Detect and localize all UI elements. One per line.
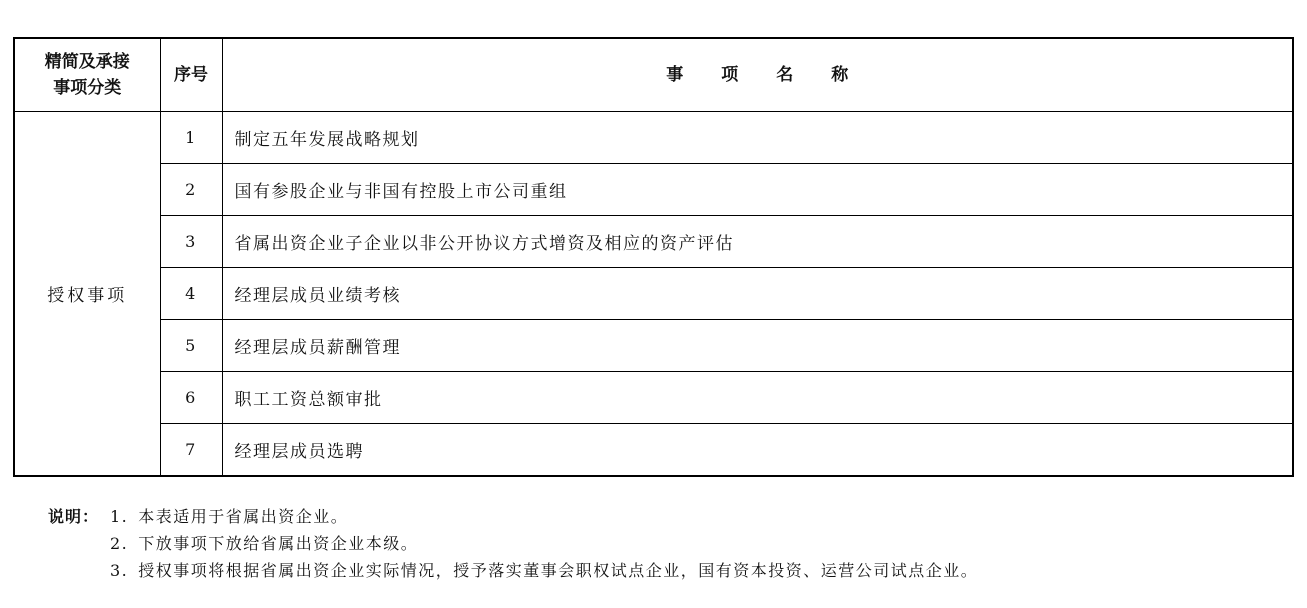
header-number: 序号 [160,38,222,112]
row-number: 4 [160,268,222,320]
row-item-name: 国有参股企业与非国有控股上市公司重组 [222,164,1293,216]
row-number: 3 [160,216,222,268]
row-number: 7 [160,424,222,477]
note-number: 1. [110,507,129,526]
header-category-line-1: 精简及承接 [44,52,130,72]
header-category [14,38,160,112]
row-number: 5 [160,320,222,372]
row-item-name: 制定五年发展战略规划 [222,112,1293,164]
row-item-name: 省属出资企业子企业以非公开协议方式增资及相应的资产评估 [222,216,1293,268]
row-number: 1 [160,112,222,164]
table-row [14,268,1293,320]
note-item [48,557,978,584]
row-item-name: 经理层成员业绩考核 [222,268,1293,320]
table-header-row [14,38,1293,112]
header-item-name: 事项名称 [222,38,1293,112]
note-item [48,503,978,530]
header-category-line-2: 事项分类 [53,78,122,98]
note-number: 3. [110,561,129,580]
note-item [48,530,978,557]
table-row [14,424,1293,477]
category-cell: 授权事项 [14,112,160,477]
row-item-name: 经理层成员薪酬管理 [222,320,1293,372]
table-row [14,320,1293,372]
row-item-name: 职工工资总额审批 [222,372,1293,424]
row-item-name: 经理层成员选聘 [222,424,1293,477]
authorization-table [13,37,1294,477]
table-notes [48,503,978,584]
note-number: 2. [110,534,129,553]
note-text: 授权事项将根据省属出资企业实际情况，授予落实董事会职权试点企业，国有资本投资、运营公司试点企业。 [138,561,979,580]
table-row [14,112,1293,164]
notes-label: 说明： [48,507,100,526]
table-row [14,216,1293,268]
note-text: 下放事项下放给省属出资企业本级。 [138,534,419,553]
row-number: 6 [160,372,222,424]
table-row [14,164,1293,216]
note-text: 本表适用于省属出资企业。 [138,507,349,526]
row-number: 2 [160,164,222,216]
table-row [14,372,1293,424]
